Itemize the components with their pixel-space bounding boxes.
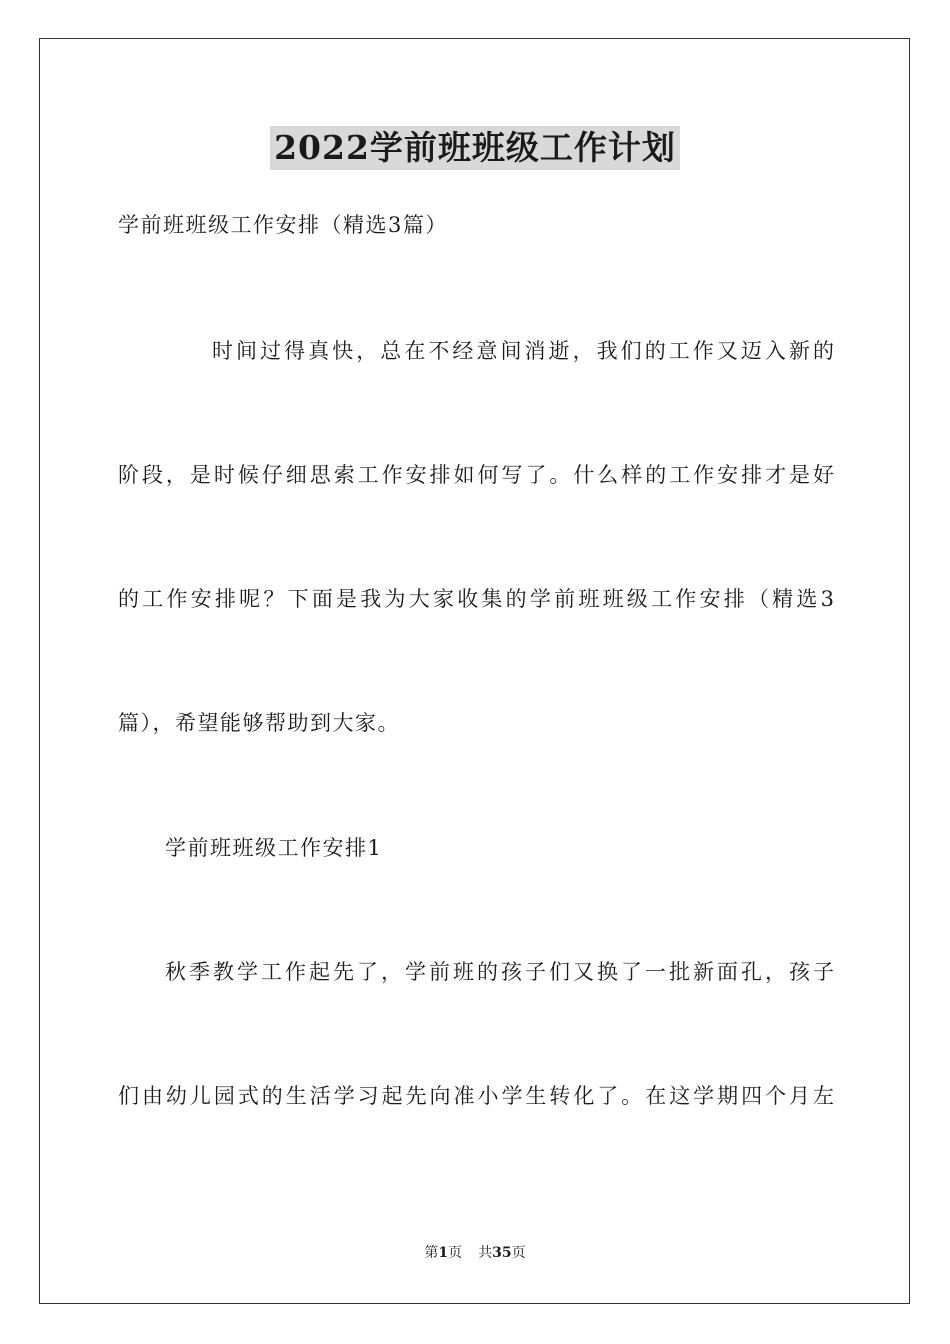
- footer-total-pages: 35: [492, 1245, 512, 1261]
- intro-line-1: 时间过得真快，总在不经意间消逝，我们的工作又迈入新的: [212, 339, 834, 363]
- footer-total-prefix: 共: [478, 1245, 493, 1261]
- subtitle: 学前班班级工作安排（精选3篇）: [118, 213, 448, 237]
- intro-line-2: 阶段，是时候仔细思索工作安排如何写了。什么样的工作安排才是好: [118, 463, 834, 487]
- title-text: 2022学前班班级工作计划: [270, 126, 680, 170]
- footer-page-suffix: 页: [448, 1245, 463, 1261]
- footer-page-number: 1: [438, 1245, 449, 1261]
- body-line-2: 们由幼儿园式的生活学习起先向准小学生转化了。在这学期四个月左: [118, 1084, 834, 1108]
- body-line-1: 秋季教学工作起先了，学前班的孩子们又换了一批新面孔，孩子: [165, 960, 834, 984]
- section-heading: 学前班班级工作安排1: [165, 836, 383, 860]
- document-title: [0, 126, 950, 170]
- footer-total-suffix: 页: [511, 1245, 526, 1261]
- page-footer: [0, 1244, 950, 1262]
- intro-line-3: 的工作安排呢？下面是我为大家收集的学前班班级工作安排（精选3: [118, 587, 834, 611]
- intro-line-4: 篇），希望能够帮助到大家。: [118, 711, 400, 735]
- footer-page-prefix: 第: [424, 1245, 439, 1261]
